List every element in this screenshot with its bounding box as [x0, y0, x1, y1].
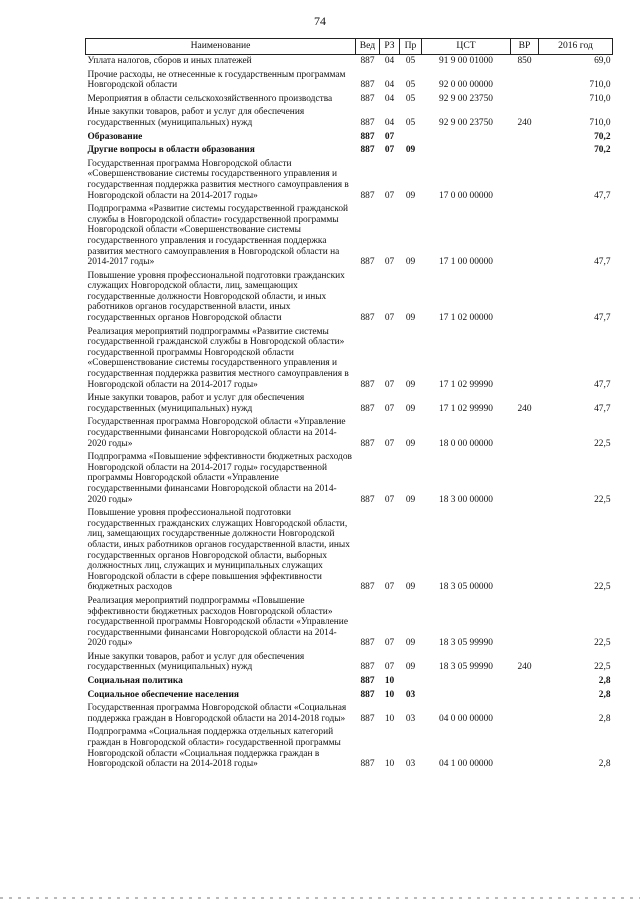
cell-value: 47,7: [594, 313, 611, 324]
cell-ved: 887: [360, 582, 375, 593]
header-year: 2016 год: [539, 39, 613, 55]
cell-cst: 92 9 00 23750: [439, 117, 493, 128]
cell-vr: 850: [517, 56, 532, 66]
table-row: [86, 702, 613, 726]
cell-name: Социальное обеспечение населения: [87, 689, 239, 700]
cell-vr: [511, 451, 539, 507]
table-row: [86, 203, 613, 270]
cell-ved: 887: [360, 676, 375, 687]
cell-pr: 09: [405, 379, 416, 390]
cell-ved: 887: [360, 689, 375, 700]
table-row: [86, 131, 613, 145]
table-row: [86, 270, 613, 326]
cell-value: 70,2: [594, 131, 611, 142]
cell-name: Иные закупки товаров, работ и услуг для обеспечения государственных (муниципальных) нужд: [87, 393, 305, 414]
cell-cst: 92 0 00 00000: [439, 80, 493, 91]
cell-ved: 887: [360, 131, 375, 142]
cell-vr: [511, 93, 539, 107]
cell-name: Другие вопросы в области образования: [87, 145, 255, 156]
cell-value: 22,5: [594, 494, 611, 505]
table-row: [86, 69, 613, 93]
cell-value: 2,8: [598, 689, 611, 700]
cell-pr: 09: [405, 190, 416, 201]
cell-vr: [511, 595, 539, 651]
table-row: [86, 416, 613, 451]
cell-ved: 887: [360, 117, 375, 128]
cell-pr: 09: [405, 582, 416, 593]
cell-pr: 09: [405, 438, 416, 449]
table-row: [86, 144, 613, 158]
cell-pr: 09: [405, 145, 416, 156]
cell-cst: 17 1 02 99990: [439, 379, 493, 390]
cell-name: Реализация мероприятий подпрограммы «Повышение эффективности бюджетных расходов Новгородской области» государственной программы Новгородской области «Управление государственными финансами Новгородской области на 2014-2020 годы»: [87, 595, 348, 649]
table-row: [86, 158, 613, 203]
cell-cst: 92 9 00 23750: [439, 93, 493, 104]
table-row: [86, 326, 613, 393]
table-row: [86, 55, 613, 69]
cell-cst: [422, 689, 511, 703]
cell-cst: 18 3 00 00000: [439, 494, 493, 505]
cell-rz: 04: [384, 93, 395, 104]
table-row: [86, 726, 613, 771]
cell-ved: 887: [360, 257, 375, 268]
cell-rz: 04: [384, 80, 395, 91]
page-number: 74: [314, 14, 326, 28]
cell-value: 22,5: [594, 638, 611, 649]
cell-pr: 03: [405, 759, 416, 770]
cell-vr: [511, 69, 539, 93]
cell-cst: 18 3 05 99990: [439, 638, 493, 649]
cell-rz: 07: [384, 662, 395, 673]
cell-pr: 03: [405, 689, 416, 700]
cell-vr: 240: [517, 662, 532, 673]
cell-ved: 887: [360, 190, 375, 201]
cell-vr: [511, 270, 539, 326]
cell-rz: 07: [384, 131, 395, 142]
cell-vr: [511, 675, 539, 689]
cell-pr: 05: [405, 93, 416, 104]
cell-rz: 10: [384, 689, 395, 700]
cell-ved: 887: [360, 93, 375, 104]
cell-value: 22,5: [594, 662, 611, 673]
cell-cst: 17 1 02 00000: [439, 313, 493, 324]
cell-value: 47,7: [594, 403, 611, 414]
cell-pr: 09: [405, 494, 416, 505]
cell-value: 47,7: [594, 257, 611, 268]
cell-vr: 240: [517, 117, 532, 128]
cell-value: 2,8: [598, 676, 611, 687]
cell-value: 710,0: [589, 117, 611, 128]
cell-value: 70,2: [594, 145, 611, 156]
cell-ved: 887: [360, 638, 375, 649]
cell-rz: 10: [384, 713, 395, 724]
cell-vr: [511, 144, 539, 158]
cell-name: Реализация мероприятий подпрограммы «Развитие системы государственной гражданской службы в Новгородской области» государственной программы Новгородской области «Совершенствование системы государственного управления и государственная поддержка развития местного самоуправления в Новгородской области на 2014-2017 годы»: [87, 326, 349, 390]
table-row: [86, 451, 613, 507]
table-row: [86, 392, 613, 416]
cell-rz: 07: [384, 638, 395, 649]
budget-table: [85, 38, 613, 772]
cell-vr: [511, 726, 539, 771]
cell-pr: 09: [405, 403, 416, 414]
table-row: [86, 507, 613, 595]
cell-pr: [400, 131, 422, 145]
cell-rz: 07: [384, 379, 395, 390]
cell-vr: [511, 131, 539, 145]
cell-ved: 887: [360, 80, 375, 91]
cell-value: 2,8: [598, 713, 611, 724]
cell-value: 710,0: [589, 80, 611, 91]
cell-cst: 17 1 02 99990: [439, 403, 493, 414]
cell-ved: 887: [360, 662, 375, 673]
cell-value: 47,7: [594, 190, 611, 201]
table-row: [86, 675, 613, 689]
header-vr: ВР: [511, 39, 539, 55]
cell-ved: 887: [360, 438, 375, 449]
cell-cst: [422, 144, 511, 158]
cell-ved: 887: [360, 56, 375, 66]
cell-pr: 09: [405, 662, 416, 673]
cell-name: Повышение уровня профессиональной подготовки государственных гражданских служащих Новгородской области, лиц, замещающих государственные должности Новгородской области, иных работников органов государственной власти, иных государственных органов Новгородской области, выборных должностных лиц, служащих и муниципальных служащих Новгородской области в сфере повышения эффективности бюджетных расходов: [87, 508, 350, 593]
cell-vr: [511, 507, 539, 595]
table-row: [86, 689, 613, 703]
cell-name: Подпрограмма «Развитие системы государственной гражданской службы в Новгородской области» государственной программы Новгородской области «Совершенствование системы государственного управления и государственная поддержка развития местного самоуправления в Новгородской области на 2014-2017 годы»: [87, 204, 349, 268]
cell-rz: 07: [384, 190, 395, 201]
cell-rz: 04: [384, 117, 395, 128]
cell-vr: [511, 689, 539, 703]
table-row: [86, 106, 613, 130]
header-rz: РЗ: [380, 39, 400, 55]
cell-rz: 07: [384, 582, 395, 593]
cell-vr: [511, 158, 539, 203]
cell-pr: 09: [405, 257, 416, 268]
cell-name: Уплата налогов, сборов и иных платежей: [87, 56, 252, 66]
cell-cst: 91 9 00 01000: [439, 56, 493, 66]
cell-pr: 05: [405, 117, 416, 128]
cell-pr: 09: [405, 313, 416, 324]
cell-pr: 09: [405, 638, 416, 649]
cell-pr: 05: [405, 56, 416, 66]
cell-cst: [422, 675, 511, 689]
cell-cst: 17 1 00 00000: [439, 257, 493, 268]
cell-cst: 04 0 00 00000: [439, 713, 493, 724]
cell-rz: 07: [384, 257, 395, 268]
cell-ved: 887: [360, 403, 375, 414]
cell-name: Иные закупки товаров, работ и услуг для обеспечения государственных (муниципальных) нужд: [87, 107, 305, 128]
header-cst: ЦСТ: [422, 39, 511, 55]
cell-name: Подпрограмма «Социальная поддержка отдельных категорий граждан в Новгородской области» государственной программы Новгородской области «Социальная поддержка граждан в Новгородской области на 2014-2018 годы»: [87, 727, 341, 770]
cell-vr: 240: [517, 403, 532, 414]
cell-rz: 07: [384, 438, 395, 449]
cell-ved: 887: [360, 379, 375, 390]
cell-name: Мероприятия в области сельскохозяйственного производства: [87, 93, 333, 104]
cell-value: 2,8: [598, 759, 611, 770]
cell-rz: 07: [384, 403, 395, 414]
cell-name: Социальная политика: [87, 676, 183, 687]
cell-rz: 10: [384, 676, 395, 687]
cell-name: Повышение уровня профессиональной подготовки гражданских служащих Новгородской области, лиц, замещающих государственные должности Новгородской области, и иных работников органов государственной власти, иных государственных органов Новгородской области: [87, 270, 345, 324]
cell-vr: [511, 203, 539, 270]
header-name: Наименование: [86, 39, 356, 55]
cell-cst: 04 1 00 00000: [439, 759, 493, 770]
cell-value: 47,7: [594, 379, 611, 390]
cell-pr: 03: [405, 713, 416, 724]
cell-name: Государственная программа Новгородской области «Совершенствование системы государственного управления и государственная поддержка развития местного самоуправления в Новгородской области на 2014-2017 годы»: [87, 158, 349, 201]
cell-cst: [422, 131, 511, 145]
cell-name: Государственная программа Новгородской области «Социальная поддержка граждан в Новгородской области на 2014-2018 годы»: [87, 703, 347, 724]
cell-cst: 17 0 00 00000: [439, 190, 493, 201]
cell-cst: 18 0 00 00000: [439, 438, 493, 449]
cell-name: Государственная программа Новгородской области «Управление государственными финансами Новгородской области на 2014-2020 годы»: [87, 417, 346, 449]
table-body: [86, 55, 613, 772]
cell-rz: 07: [384, 313, 395, 324]
cell-cst: 18 3 05 99990: [439, 662, 493, 673]
cell-vr: [511, 326, 539, 393]
cell-ved: 887: [360, 145, 375, 156]
cell-ved: 887: [360, 759, 375, 770]
header-pr: Пр: [400, 39, 422, 55]
cell-vr: [511, 416, 539, 451]
cell-pr: [400, 675, 422, 689]
table-row: [86, 93, 613, 107]
cell-ved: 887: [360, 713, 375, 724]
cell-value: 710,0: [589, 93, 611, 104]
cell-name: Прочие расходы, не отнесенные к государственным программам Новгородской области: [87, 69, 346, 91]
table-row: [86, 651, 613, 675]
cell-ved: 887: [360, 494, 375, 505]
header-ved: Вед: [356, 39, 380, 55]
table-header-row: [86, 39, 613, 55]
cell-name: Иные закупки товаров, работ и услуг для обеспечения государственных (муниципальных) нужд: [87, 651, 305, 673]
cell-cst: 18 3 05 00000: [439, 582, 493, 593]
cell-name: Подпрограмма «Повышение эффективности бюджетных расходов Новгородской области на 2014-2017 годы» государственной программы Новгородской области «Управление государственными финансами Новгородской области на 2014-2020 годы»: [87, 452, 352, 505]
cell-rz: 07: [384, 494, 395, 505]
cell-rz: 04: [384, 56, 395, 66]
cell-rz: 10: [384, 759, 395, 770]
cell-rz: 07: [384, 145, 395, 156]
table-row: [86, 595, 613, 651]
cell-value: 22,5: [594, 438, 611, 449]
cell-ved: 887: [360, 313, 375, 324]
cell-value: 22,5: [594, 582, 611, 593]
cell-name: Образование: [87, 131, 143, 142]
cell-vr: [511, 702, 539, 726]
cell-pr: 05: [405, 80, 416, 91]
cell-value: 69,0: [594, 56, 611, 66]
scan-artifact-line: [0, 897, 640, 899]
